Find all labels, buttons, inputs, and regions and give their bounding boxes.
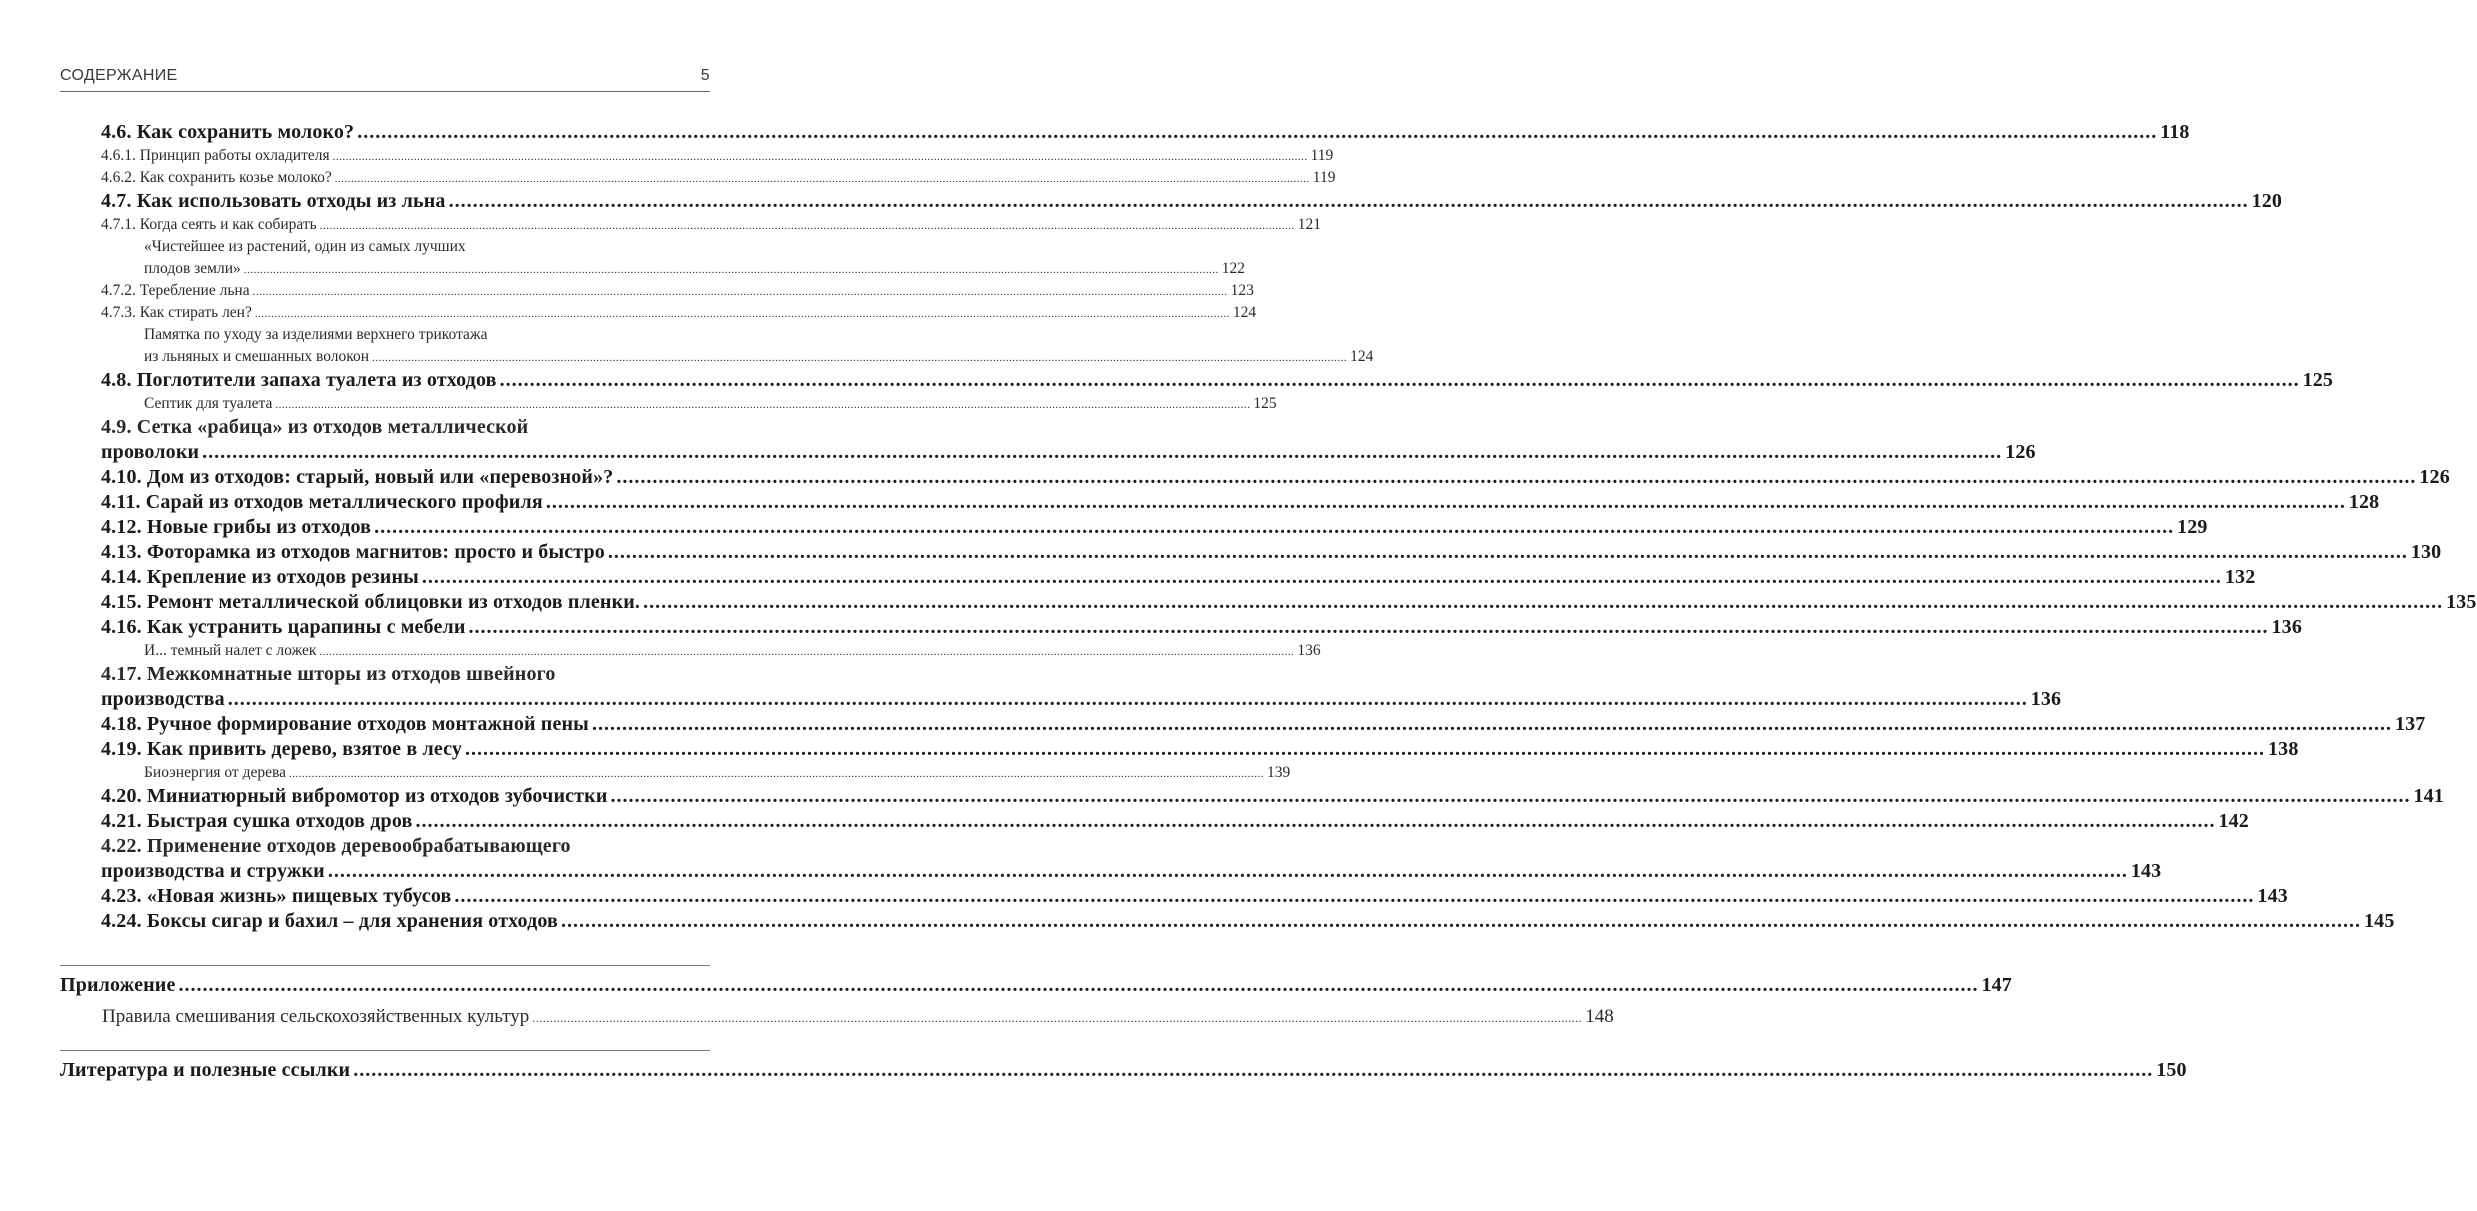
toc-entry-page: 118: [2160, 121, 2190, 143]
toc-entry-title-line: 4.22. Применение отходов деревообрабатывающего: [101, 835, 571, 857]
section-title: СОДЕРЖАНИЕ: [60, 67, 178, 84]
dot-leader: ............................................................................................................................................................................................................................................................................................................: [243, 264, 1219, 276]
toc-entry[interactable]: [60, 884, 2288, 909]
toc-entry[interactable]: [60, 859, 2162, 884]
toc-entry[interactable]: [60, 465, 2450, 490]
toc-entry-title-line: Памятка по уходу за изделиями верхнего трикотажа: [144, 326, 488, 343]
toc-entry-page: 143: [2130, 860, 2162, 882]
toc-entry-title: 4.20. Миниатюрный вибромотор из отходов зубочистки: [101, 785, 608, 807]
toc-entry-title: 4.7. Как использовать отходы из льна: [101, 190, 446, 212]
toc-entry-title: Биоэнергия от дерева: [144, 764, 286, 781]
toc-entry-title: Септик для туалета: [144, 395, 273, 412]
toc-entry-page: 147: [1981, 974, 2012, 996]
dot-leader: ............................................................................................................................................................................................................................................................................................................: [319, 646, 1295, 658]
toc-entry-page: 125: [1253, 395, 1277, 412]
toc-entry-title: Литература и полезные ссылки: [60, 1059, 351, 1081]
dot-leader: ............................................................................................................................................................................................................................................................................................................: [357, 121, 2158, 143]
toc-entry-title: производства: [101, 688, 225, 710]
dot-leader: ............................................................................................................................................................................................................................................................................................................: [332, 151, 1308, 163]
toc-entry-title: 4.6.1. Принцип работы охладителя: [101, 147, 330, 164]
dot-leader: ............................................................................................................................................................................................................................................................................................................: [372, 352, 1348, 364]
toc-entry-page: 137: [2394, 713, 2426, 735]
dot-leader: ............................................................................................................................................................................................................................................................................................................: [532, 1011, 1583, 1025]
toc-entry[interactable]: [60, 615, 2302, 640]
toc-entry-title: 4.19. Как привить дерево, взятое в лесу: [101, 738, 463, 760]
toc-entry-page: 125: [2302, 369, 2334, 391]
appendix-section: [60, 973, 2012, 1030]
toc-entry-title: проволоки: [101, 441, 200, 463]
toc-entry-page: 136: [2271, 616, 2302, 638]
toc-entry-page: 119: [1312, 169, 1336, 186]
dot-leader: ............................................................................................................................................................................................................................................................................................................: [421, 566, 2222, 588]
toc-entry-title: 4.18. Ручное формирование отходов монтажной пены: [101, 713, 589, 735]
toc-entry[interactable]: [60, 809, 2249, 834]
dot-leader: ............................................................................................................................................................................................................................................................................................................: [561, 910, 2362, 932]
dot-leader: ............................................................................................................................................................................................................................................................................................................: [591, 713, 2392, 735]
toc-entry[interactable]: [60, 687, 2062, 712]
toc-entry[interactable]: [60, 540, 2442, 565]
page-number: 5: [700, 67, 710, 84]
toc-entry[interactable]: [60, 565, 2256, 590]
toc-entry-literature[interactable]: [60, 1058, 2187, 1083]
toc-entry-page: 136: [2030, 688, 2062, 710]
toc-entry[interactable]: [60, 737, 2299, 762]
toc-entry-page: 130: [2410, 541, 2442, 563]
toc-entry-page: 138: [2268, 738, 2299, 760]
dot-leader: ............................................................................................................................................................................................................................................................................................................: [178, 974, 1979, 996]
toc-entry[interactable]: [60, 640, 1321, 662]
dot-leader: ............................................................................................................................................................................................................................................................................................................: [374, 516, 2175, 538]
toc-entry-page: 124: [1350, 348, 1374, 365]
toc-entry-page: 129: [2177, 516, 2208, 538]
dot-leader: ............................................................................................................................................................................................................................................................................................................: [454, 885, 2255, 907]
toc-entry-title-line: «Чистейшее из растений, один из самых лучших: [144, 238, 466, 255]
toc-entry-appendix-sub[interactable]: [60, 1004, 1614, 1030]
toc-entry-title-line: 4.17. Межкомнатные шторы из отходов швейного: [101, 663, 556, 685]
toc-entry-page: 139: [1266, 764, 1291, 781]
toc-entry[interactable]: [60, 145, 1334, 167]
toc-entry-page: 121: [1297, 216, 1321, 233]
table-of-contents: [60, 120, 2477, 934]
literature-section: [60, 1058, 2187, 1083]
toc-entry[interactable]: [60, 440, 2036, 465]
dot-leader: ............................................................................................................................................................................................................................................................................................................: [610, 785, 2411, 807]
dot-leader: ............................................................................................................................................................................................................................................................................................................: [468, 616, 2269, 638]
toc-entry-page: 119: [1310, 147, 1334, 164]
toc-entry-title: 4.13. Фоторамка из отходов магнитов: просто и быстро: [101, 541, 605, 563]
toc-entry-title: 4.23. «Новая жизнь» пищевых тубусов: [101, 885, 452, 907]
toc-entry-title: 4.14. Крепление из отходов резины: [101, 566, 419, 588]
toc-entry[interactable]: [60, 189, 2283, 214]
toc-entry-page: 136: [1297, 642, 1321, 659]
dot-leader: ............................................................................................................................................................................................................................................................................................................: [327, 860, 2128, 882]
toc-entry[interactable]: [60, 515, 2208, 540]
toc-entry-title: 4.7.2. Теребление льна: [101, 282, 250, 299]
toc-entry-title: 4.15. Ремонт металлической облицовки из отходов пленки.: [101, 591, 641, 613]
dot-leader: ............................................................................................................................................................................................................................................................................................................: [254, 308, 1230, 320]
divider: [60, 965, 710, 966]
toc-entry-title: И... темный налет с ложек: [144, 642, 317, 659]
toc-entry[interactable]: [60, 712, 2426, 737]
toc-entry[interactable]: [60, 302, 1257, 324]
dot-leader: ............................................................................................................................................................................................................................................................................................................: [353, 1059, 2154, 1081]
toc-entry-page: 124: [1232, 304, 1257, 321]
toc-entry[interactable]: [60, 909, 2395, 934]
toc-entry-title: 4.12. Новые грибы из отходов: [101, 516, 372, 538]
header-rule: [60, 91, 710, 92]
toc-entry[interactable]: [60, 368, 2334, 393]
dot-leader: ............................................................................................................................................................................................................................................................................................................: [252, 286, 1228, 298]
toc-entry-page: 126: [2005, 441, 2036, 463]
toc-entry[interactable]: [60, 490, 2380, 515]
toc-entry-title: 4.7.1. Когда сеять и как собирать: [101, 216, 317, 233]
toc-entry-page: 145: [2364, 910, 2395, 932]
toc-entry-title: 4.21. Быстрая сушка отходов дров: [101, 810, 413, 832]
toc-entry-title: 4.11. Сарай из отходов металлического профиля: [101, 491, 543, 513]
toc-entry-page: 123: [1230, 282, 1254, 299]
dot-leader: ............................................................................................................................................................................................................................................................................................................: [616, 466, 2417, 488]
toc-entry-page: 143: [2257, 885, 2288, 907]
toc-entry-appendix[interactable]: [60, 973, 2012, 998]
toc-entry-title: плодов земли»: [144, 260, 241, 277]
toc-entry-title: 4.6. Как сохранить молоко?: [101, 121, 355, 143]
dot-leader: ............................................................................................................................................................................................................................................................................................................: [275, 399, 1251, 411]
toc-entry[interactable]: [60, 346, 1374, 368]
toc-entry-page: 142: [2218, 810, 2249, 832]
toc-entry-title: из льняных и смешанных волокон: [144, 348, 370, 365]
toc-entry[interactable]: [60, 120, 2190, 145]
dot-leader: ............................................................................................................................................................................................................................................................................................................: [227, 688, 2028, 710]
dot-leader: ............................................................................................................................................................................................................................................................................................................: [415, 810, 2216, 832]
toc-entry-page: 122: [1221, 260, 1246, 277]
running-header: [60, 67, 710, 89]
toc-entry-title: 4.10. Дом из отходов: старый, новый или «перевозной»?: [101, 466, 614, 488]
toc-entry-title: 4.8. Поглотители запаха туалета из отходов: [101, 369, 497, 391]
toc-entry[interactable]: [60, 762, 1291, 784]
toc-entry[interactable]: [60, 258, 1246, 280]
dot-leader: ............................................................................................................................................................................................................................................................................................................: [545, 491, 2346, 513]
toc-entry-title: 4.24. Боксы сигар и бахил – для хранения отходов: [101, 910, 559, 932]
divider: [60, 1050, 710, 1051]
toc-entry-page: 120: [2251, 190, 2283, 212]
dot-leader: ............................................................................................................................................................................................................................................................................................................: [334, 173, 1310, 185]
dot-leader: ............................................................................................................................................................................................................................................................................................................: [499, 369, 2300, 391]
toc-entry[interactable]: [60, 214, 1321, 236]
toc-entry-page: 150: [2156, 1059, 2187, 1081]
toc-entry-title: Правила смешивания сельскохозяйственных культур: [102, 1006, 530, 1027]
dot-leader: ............................................................................................................................................................................................................................................................................................................: [643, 591, 2444, 613]
dot-leader: ............................................................................................................................................................................................................................................................................................................: [465, 738, 2266, 760]
dot-leader: ............................................................................................................................................................................................................................................................................................................: [319, 220, 1295, 232]
toc-entry-title-line: 4.9. Сетка «рабица» из отходов металлической: [101, 416, 529, 438]
toc-entry[interactable]: [60, 784, 2444, 809]
toc-entry[interactable]: [60, 590, 2477, 615]
toc-entry-page: 126: [2419, 466, 2450, 488]
toc-entry[interactable]: [60, 167, 1336, 189]
toc-entry-title: Приложение: [60, 974, 176, 996]
toc-entry-page: 128: [2348, 491, 2380, 513]
toc-entry[interactable]: [60, 280, 1254, 302]
toc-entry-page: 132: [2224, 566, 2256, 588]
dot-leader: ............................................................................................................................................................................................................................................................................................................: [607, 541, 2408, 563]
toc-entry-title: 4.6.2. Как сохранить козье молоко?: [101, 169, 332, 186]
dot-leader: ............................................................................................................................................................................................................................................................................................................: [288, 768, 1264, 780]
toc-entry-title: производства и стружки: [101, 860, 325, 882]
dot-leader: ............................................................................................................................................................................................................................................................................................................: [448, 190, 2249, 212]
toc-entry-title: 4.7.3. Как стирать лен?: [101, 304, 252, 321]
toc-entry-page: 148: [1585, 1006, 1614, 1027]
dot-leader: ............................................................................................................................................................................................................................................................................................................: [202, 441, 2003, 463]
toc-entry-page: 135: [2446, 591, 2477, 613]
toc-entry[interactable]: [60, 393, 1277, 415]
toc-entry-page: 141: [2413, 785, 2444, 807]
toc-entry-title: 4.16. Как устранить царапины с мебели: [101, 616, 466, 638]
